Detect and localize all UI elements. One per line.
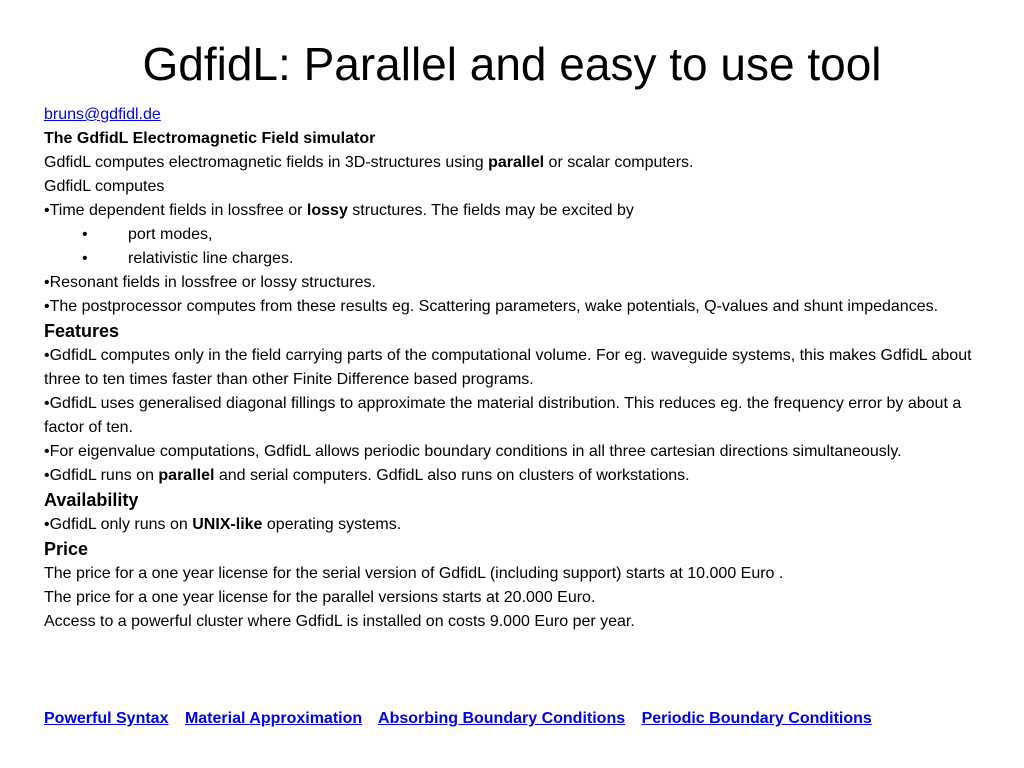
price-line: The price for a one year license for the parallel versions starts at 20.000 Euro.	[44, 589, 596, 606]
sub-item	[44, 247, 1004, 271]
link-powerful-syntax[interactable]: Powerful Syntax	[44, 710, 169, 727]
price-heading: Price	[44, 539, 89, 559]
feature-item: •GdfidL uses generalised diagonal fillings to approximate the material distribution. This reduces eg. the frequency error by about a factor of ten.	[44, 395, 962, 436]
feature-post: and serial computers. GdfidL also runs on clusters of workstations.	[214, 467, 690, 484]
resonant-item: •Resonant fields in lossfree or lossy structures.	[44, 274, 376, 291]
price-line: Access to a powerful cluster where GdfidL is installed on costs 9.000 Euro per year.	[44, 613, 635, 630]
page-title: GdfidL: Parallel and easy to use tool	[142, 38, 882, 90]
availability-pre: •GdfidL only runs on	[44, 516, 193, 533]
availability-heading: Availability	[44, 490, 139, 510]
feature-item: •GdfidL computes only in the field carrying parts of the computational volume. For eg. waveguide systems, this makes GdfidL about three to ten times faster than other Finite Difference based programs.	[44, 347, 972, 388]
intro-post: or scalar computers.	[544, 154, 694, 171]
postprocessor-item: •The postprocessor computes from these results eg. Scattering parameters, wake potentials, Q-values and shunt impedances.	[44, 298, 939, 315]
footer-links	[44, 710, 884, 728]
content	[44, 103, 1004, 634]
sub-bullet: •	[82, 226, 88, 243]
feature-bold: parallel	[158, 467, 215, 484]
time-dependent-post: structures. The fields may be excited by	[347, 202, 634, 219]
availability-post: operating systems.	[262, 516, 402, 533]
feature-item	[44, 464, 1004, 488]
time-dependent-item	[44, 199, 1004, 223]
link-absorbing-boundary-conditions[interactable]: Absorbing Boundary Conditions	[378, 710, 626, 727]
time-dependent-pre: •Time dependent fields in lossfree or	[44, 202, 307, 219]
intro-bold: parallel	[488, 154, 545, 171]
intro-text	[44, 151, 1004, 175]
link-material-approximation[interactable]: Material Approximation	[184, 710, 363, 727]
sub-item-text: port modes,	[128, 226, 213, 243]
link-periodic-boundary-conditions[interactable]: Periodic Boundary Conditions	[641, 710, 872, 727]
availability-bold: UNIX-like	[192, 516, 263, 533]
email-link[interactable]: bruns@gdfidl.de	[44, 106, 161, 123]
intro-pre: GdfidL computes electromagnetic fields in 3D-structures using	[44, 154, 489, 171]
computes-label: GdfidL computes	[44, 178, 165, 195]
availability-item	[44, 513, 1004, 537]
feature-pre: •GdfidL runs on	[44, 467, 159, 484]
sub-item	[44, 223, 1004, 247]
subtitle: The GdfidL Electromagnetic Field simulator	[44, 130, 376, 147]
feature-item: •For eigenvalue computations, GdfidL allows periodic boundary conditions in all three cartesian directions simultaneously.	[44, 443, 902, 460]
sub-bullet: •	[82, 250, 88, 267]
sub-item-text: relativistic line charges.	[128, 250, 294, 267]
time-dependent-bold: lossy	[306, 202, 348, 219]
features-heading: Features	[44, 321, 120, 341]
price-line: The price for a one year license for the serial version of GdfidL (including support) starts at 10.000 Euro .	[44, 565, 784, 582]
